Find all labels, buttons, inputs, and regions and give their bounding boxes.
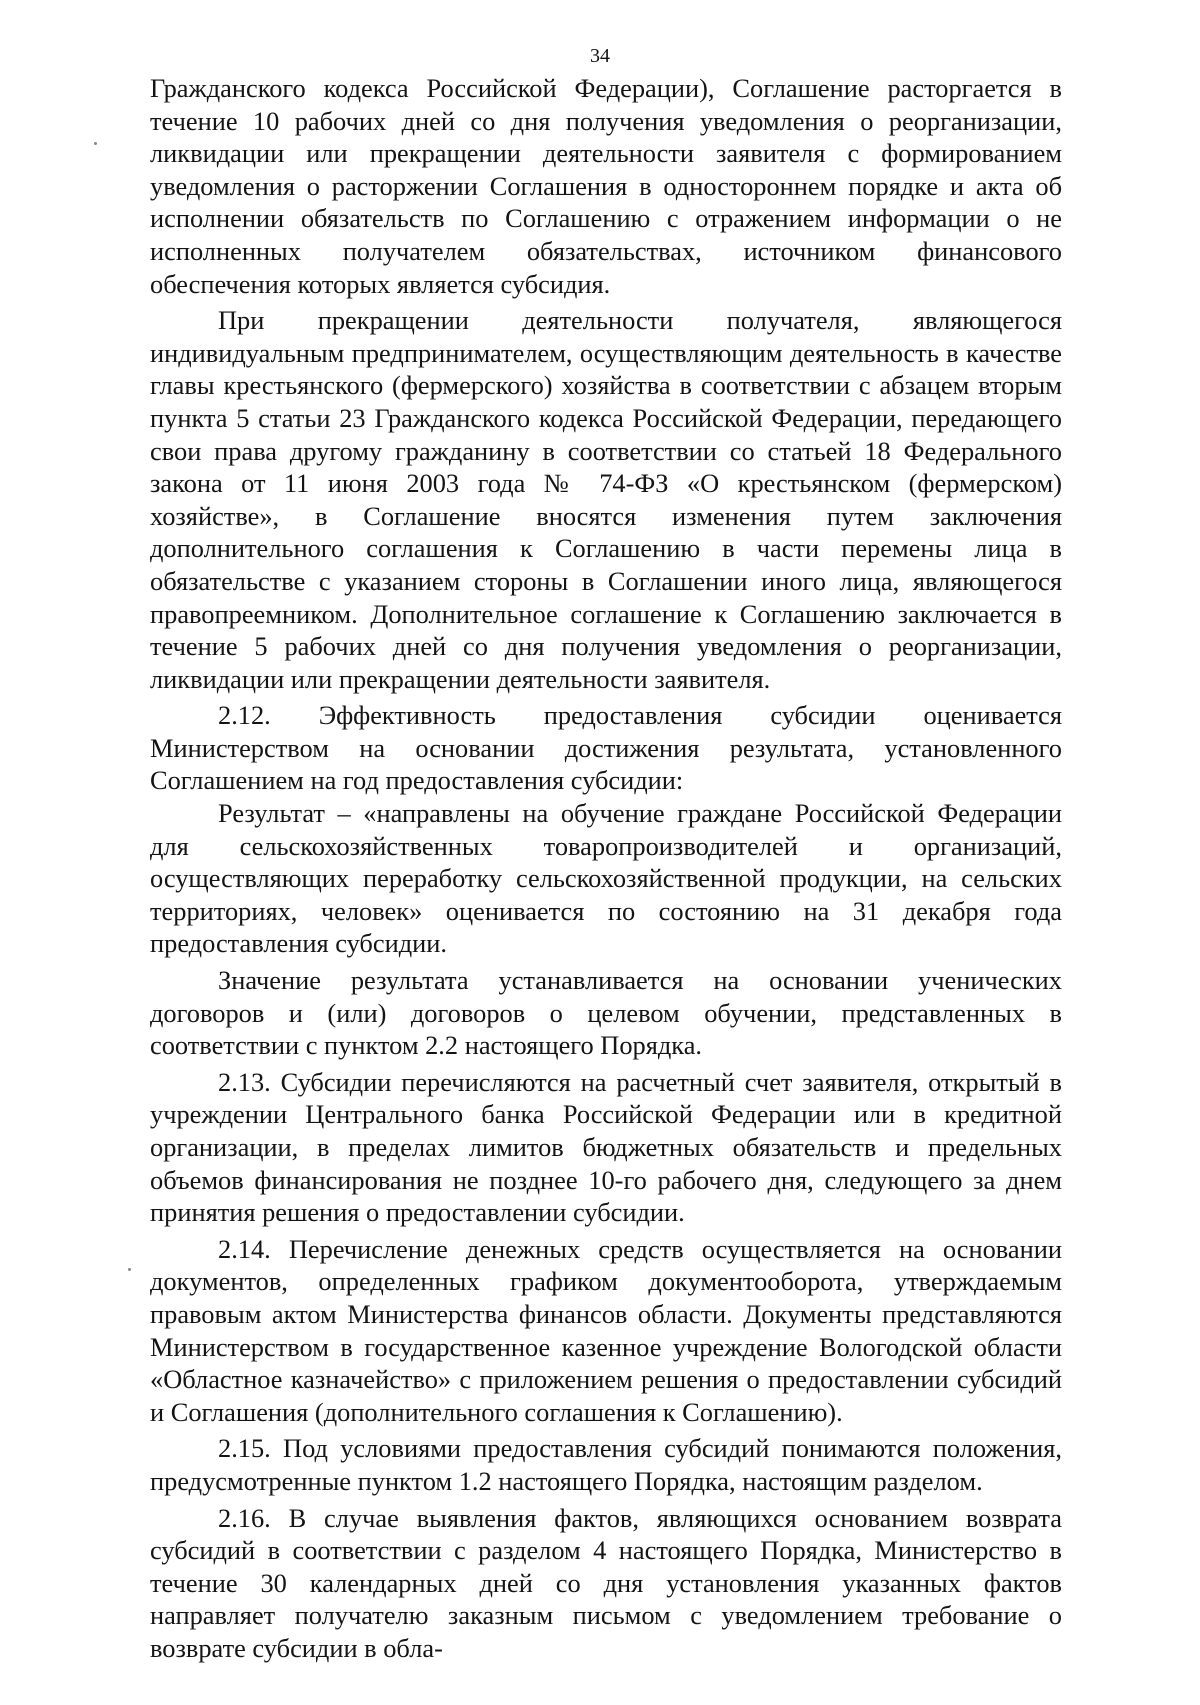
paragraph-2-12: 2.12. Эффективность предоставления субсидии оценивается Министерством на основании достижения результата, установленного Соглашением на год предоставления субсидии: — [150, 700, 1062, 796]
paragraph-2-16: 2.16. В случае выявления фактов, являющихся основанием возврата субсидий в соответствии с разделом 4 настоящего Порядка, Министерство в течение 30 календарных дней со дня установления указанных фактов направляет получателю заказным письмом с уведомлением требование о возврате субсидии в обла- — [150, 1502, 1062, 1663]
paragraph-2-15: 2.15. Под условиями предоставления субсидий понимаются положения, предусмотренные пунктом 1.2 настоящего Порядка, настоящим разделом. — [150, 1433, 1062, 1496]
paragraph-result: Результат – «направлены на обучение граждане Российской Федерации для сельскохозяйственных товаропроизводителей и организаций, осуществляющих переработку сельскохозяйственной продукции, на сельских территориях, человек» оценивается по состоянию на 31 декабря года предоставления субсидии. — [150, 798, 1062, 959]
page-number: 34 — [590, 45, 610, 67]
scan-speck — [128, 1268, 131, 1271]
paragraph-continuation: Гражданского кодекса Российской Федерации), Соглашение расторгается в течение 10 рабочих дней со дня получения уведомления о реорганизации, ликвидации или прекращении деятельности заявителя с формированием уведомления о расторжении Соглашения в одностороннем порядке и акта об исполнении обязательств по Соглашению с отражением информации о не исполненных получателем обязательствах, источником финансового обеспечения которых является субсидия. — [150, 73, 1062, 299]
paragraph-farm-succession: При прекращении деятельности получателя, являющегося индивидуальным предпринимателем, осуществляющим деятельность в качестве главы крестьянского (фермерского) хозяйства в соответствии с абзацем вторым пункта 5 статьи 23 Гражданского кодекса Российской Федерации, передающего свои права другому гражданину в соответствии со статьей 18 Федерального закона от 11 июня 2003 года № 74-ФЗ «О крестьянском (фермерском) хозяйстве», в Соглашение вносятся изменения путем заключения дополнительного соглашения к Соглашению в части перемены лица в обязательстве с указанием стороны в Соглашении иного лица, являющегося правопреемником. Дополнительное соглашение к Соглашению заключается в течение 5 рабочих дней со дня получения уведомления о реорганизации, ликвидации или прекращении деятельности заявителя. — [150, 305, 1062, 694]
document-body — [150, 72, 1062, 1669]
paragraph-2-14: 2.14. Перечисление денежных средств осуществляется на основании документов, определенных графиком документооборота, утверждаемым правовым актом Министерства финансов области. Документы представляются Министерством в государственное казенное учреждение Вологодской области «Областное казначейство» с приложением решения о предоставлении субсидий и Соглашения (дополнительного соглашения к Соглашению). — [150, 1233, 1062, 1427]
paragraph-result-value: Значение результата устанавливается на основании ученических договоров и (или) договоров о целевом обучении, представленных в соответствии с пунктом 2.2 настоящего Порядка. — [150, 965, 1062, 1061]
paragraph-2-13: 2.13. Субсидии перечисляются на расчетный счет заявителя, открытый в учреждении Центрального банка Российской Федерации или в кредитной организации, в пределах лимитов бюджетных обязательств и предельных объемов финансирования не позднее 10-го рабочего дня, следующего за днем принятия решения о предоставлении субсидии. — [150, 1066, 1062, 1228]
scan-speck — [94, 142, 97, 145]
